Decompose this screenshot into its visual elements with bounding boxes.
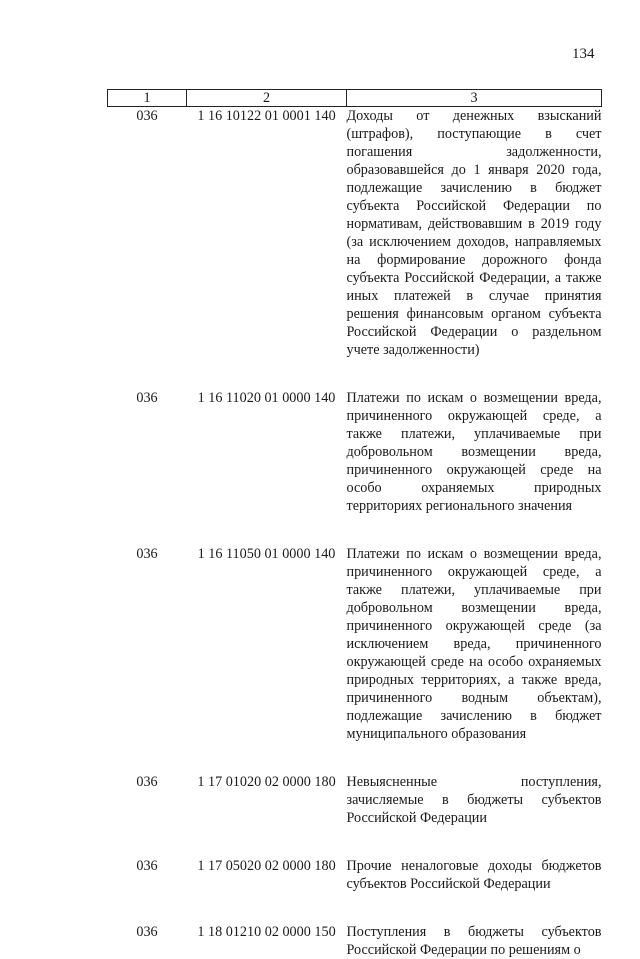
column-header-3: 3 xyxy=(347,90,602,107)
revenue-name-cell: Поступления в бюджеты субъектов Российской Федерации по решениям о xyxy=(346,924,602,958)
admin-code-cell: 036 xyxy=(136,774,158,790)
revenue-code-cell: 1 16 11020 01 0000 140 xyxy=(197,390,336,406)
admin-code-cell: 036 xyxy=(136,108,158,124)
table-row xyxy=(108,923,602,959)
column-header-2: 2 xyxy=(187,90,347,107)
column-header-1: 1 xyxy=(108,90,187,107)
admin-code-cell: 036 xyxy=(136,390,158,406)
revenue-name-cell: Платежи по искам о возмещении вреда, причиненного окружающей среде, а также платежи, уплачиваемые при добровольном возмещении вреда, причиненного окружающей среде на особо охраняемых природных территориях регионального значения xyxy=(346,390,602,514)
admin-code-cell: 036 xyxy=(136,546,158,562)
revenue-name-cell: Платежи по искам о возмещении вреда, причиненного окружающей среде, а также платежи, уплачиваемые при добровольном возмещении вреда, причиненного окружающей среде (за исключением вреда, причиненного окружающей среде на особо охраняемых природных территориях, а также вреда, причиненного водным объектам), подлежащие зачислению в бюджет муниципального образования xyxy=(346,546,602,742)
table-row xyxy=(108,857,602,923)
revenue-code-cell: 1 17 05020 02 0000 180 xyxy=(197,858,336,874)
page-number: 134 xyxy=(572,46,595,62)
revenue-codes-table xyxy=(107,89,602,959)
table-row xyxy=(108,107,602,390)
table-row xyxy=(108,389,602,545)
table-header-row xyxy=(108,90,602,107)
table-row xyxy=(108,773,602,857)
revenue-code-cell: 1 17 01020 02 0000 180 xyxy=(197,774,336,790)
admin-code-cell: 036 xyxy=(136,924,158,940)
revenue-name-cell: Прочие неналоговые доходы бюджетов субъектов Российской Федерации xyxy=(346,858,602,892)
revenue-name-cell: Доходы от денежных взысканий (штрафов), поступающие в счет погашения задолженности, образовавшейся до 1 января 2020 года, подлежащие зачислению в бюджет субъекта Российской Федерации по нормативам, действовавшим в 2019 году (за исключением доходов, направляемых на формирование дорожного фонда субъекта Российской Федерации, а также иных платежей в случае принятия решения финансовым органом субъекта Российской Федерации о раздельном учете задолженности) xyxy=(346,108,602,358)
table-row xyxy=(108,545,602,773)
revenue-code-cell: 1 16 10122 01 0001 140 xyxy=(197,108,336,124)
revenue-code-cell: 1 18 01210 02 0000 150 xyxy=(197,924,336,940)
revenue-code-cell: 1 16 11050 01 0000 140 xyxy=(197,546,336,562)
revenue-name-cell: Невыясненные поступления, зачисляемые в бюджеты субъектов Российской Федерации xyxy=(346,774,602,826)
admin-code-cell: 036 xyxy=(136,858,158,874)
